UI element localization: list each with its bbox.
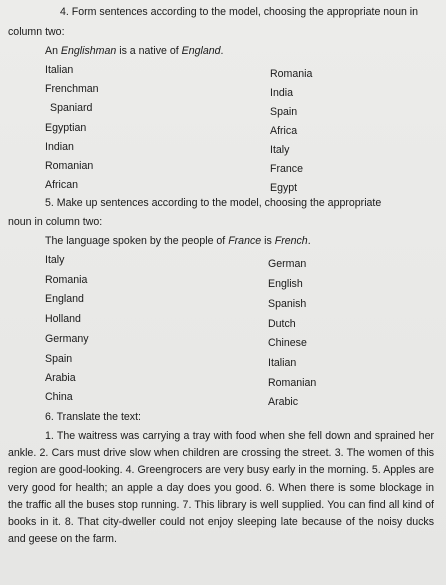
ex5-col1-item: Italy (45, 254, 65, 266)
ex4-col1-item: Frenchman (45, 83, 99, 95)
ex4-col1-item: Romanian (45, 160, 94, 172)
ex5-col2-item: Chinese (268, 337, 307, 349)
ex4-model-d: England (181, 45, 221, 57)
ex4-col1-item: African (45, 179, 78, 191)
ex4-heading-line2: column two: (8, 26, 65, 38)
ex4-col1-item: Indian (45, 141, 74, 153)
ex4-col2-item: Africa (270, 125, 298, 137)
ex4-col2-item: India (270, 87, 293, 99)
ex5-model-d: French (274, 235, 308, 247)
ex5-col2-item: Spanish (268, 298, 307, 310)
ex4-col2-item: Italy (270, 144, 290, 156)
ex5-model-sentence (45, 235, 311, 247)
ex4-model-sentence (45, 45, 223, 57)
ex5-col2-item: Arabic (268, 396, 299, 408)
ex5-model-e: . (307, 235, 311, 247)
ex5-col2-item: English (268, 278, 303, 290)
ex5-model-a: The language spoken by the people of (45, 235, 229, 247)
ex4-col2-item: France (270, 163, 303, 175)
ex5-col1-item: Spain (45, 353, 73, 365)
ex5-col2-item: Dutch (268, 318, 296, 330)
ex4-model-e: . (220, 45, 224, 57)
ex4-col1-item: Italian (45, 64, 74, 76)
ex5-col1-item: England (45, 293, 84, 305)
ex4-col2-item: Egypt (270, 182, 298, 194)
ex5-col1-item: Arabia (45, 372, 76, 384)
ex4-heading-line1: 4. Form sentences according to the model, choosing the appropriate noun in (60, 6, 419, 18)
ex5-model-c: is (261, 235, 275, 247)
ex4-model-b: Englishman (60, 45, 117, 57)
ex4-col1-item: Egyptian (45, 122, 87, 134)
ex5-heading-line2: noun in column two: (8, 216, 103, 228)
ex4-model-c: is a native of (116, 45, 182, 57)
ex6-heading: 6. Translate the text: (45, 411, 141, 423)
ex5-col1-item: Romania (45, 274, 88, 286)
ex4-col2-item: Spain (270, 106, 298, 118)
ex5-heading-line1: 5. Make up sentences according to the model, choosing the appropriate (45, 197, 382, 209)
ex5-col1-item: China (45, 391, 73, 403)
ex5-col2-item: German (268, 258, 307, 270)
ex5-col2-item: Italian (268, 357, 297, 369)
ex4-col2-item: Romania (270, 68, 313, 80)
ex4-model-a: An (45, 45, 61, 57)
ex5-col2-item: Romanian (268, 377, 317, 389)
ex6-translation-text: 1. The waitress was carrying a tray with food when she fell down and sprained her ankle. 2. Cars must drive slow when children are crossing the street. 3. The women of this region are good-looking. 4. Greengrocers are very busy early in the morning. 5. Apples are very good for health; an apple a day does you good. 6. When there is some blockage in the traffic all the buses stop running. 7. This library is well supplied. You can find all kind of books in it. 8. That city-dweller could not enjoy sleeping late because of the noisy ducks and geese on the farm. (8, 430, 434, 546)
ex5-col1-item: Germany (45, 333, 89, 345)
ex5-col1-item: Holland (45, 313, 81, 325)
ex5-model-b: France (228, 235, 262, 247)
ex4-col1-item: Spaniard (50, 102, 93, 114)
